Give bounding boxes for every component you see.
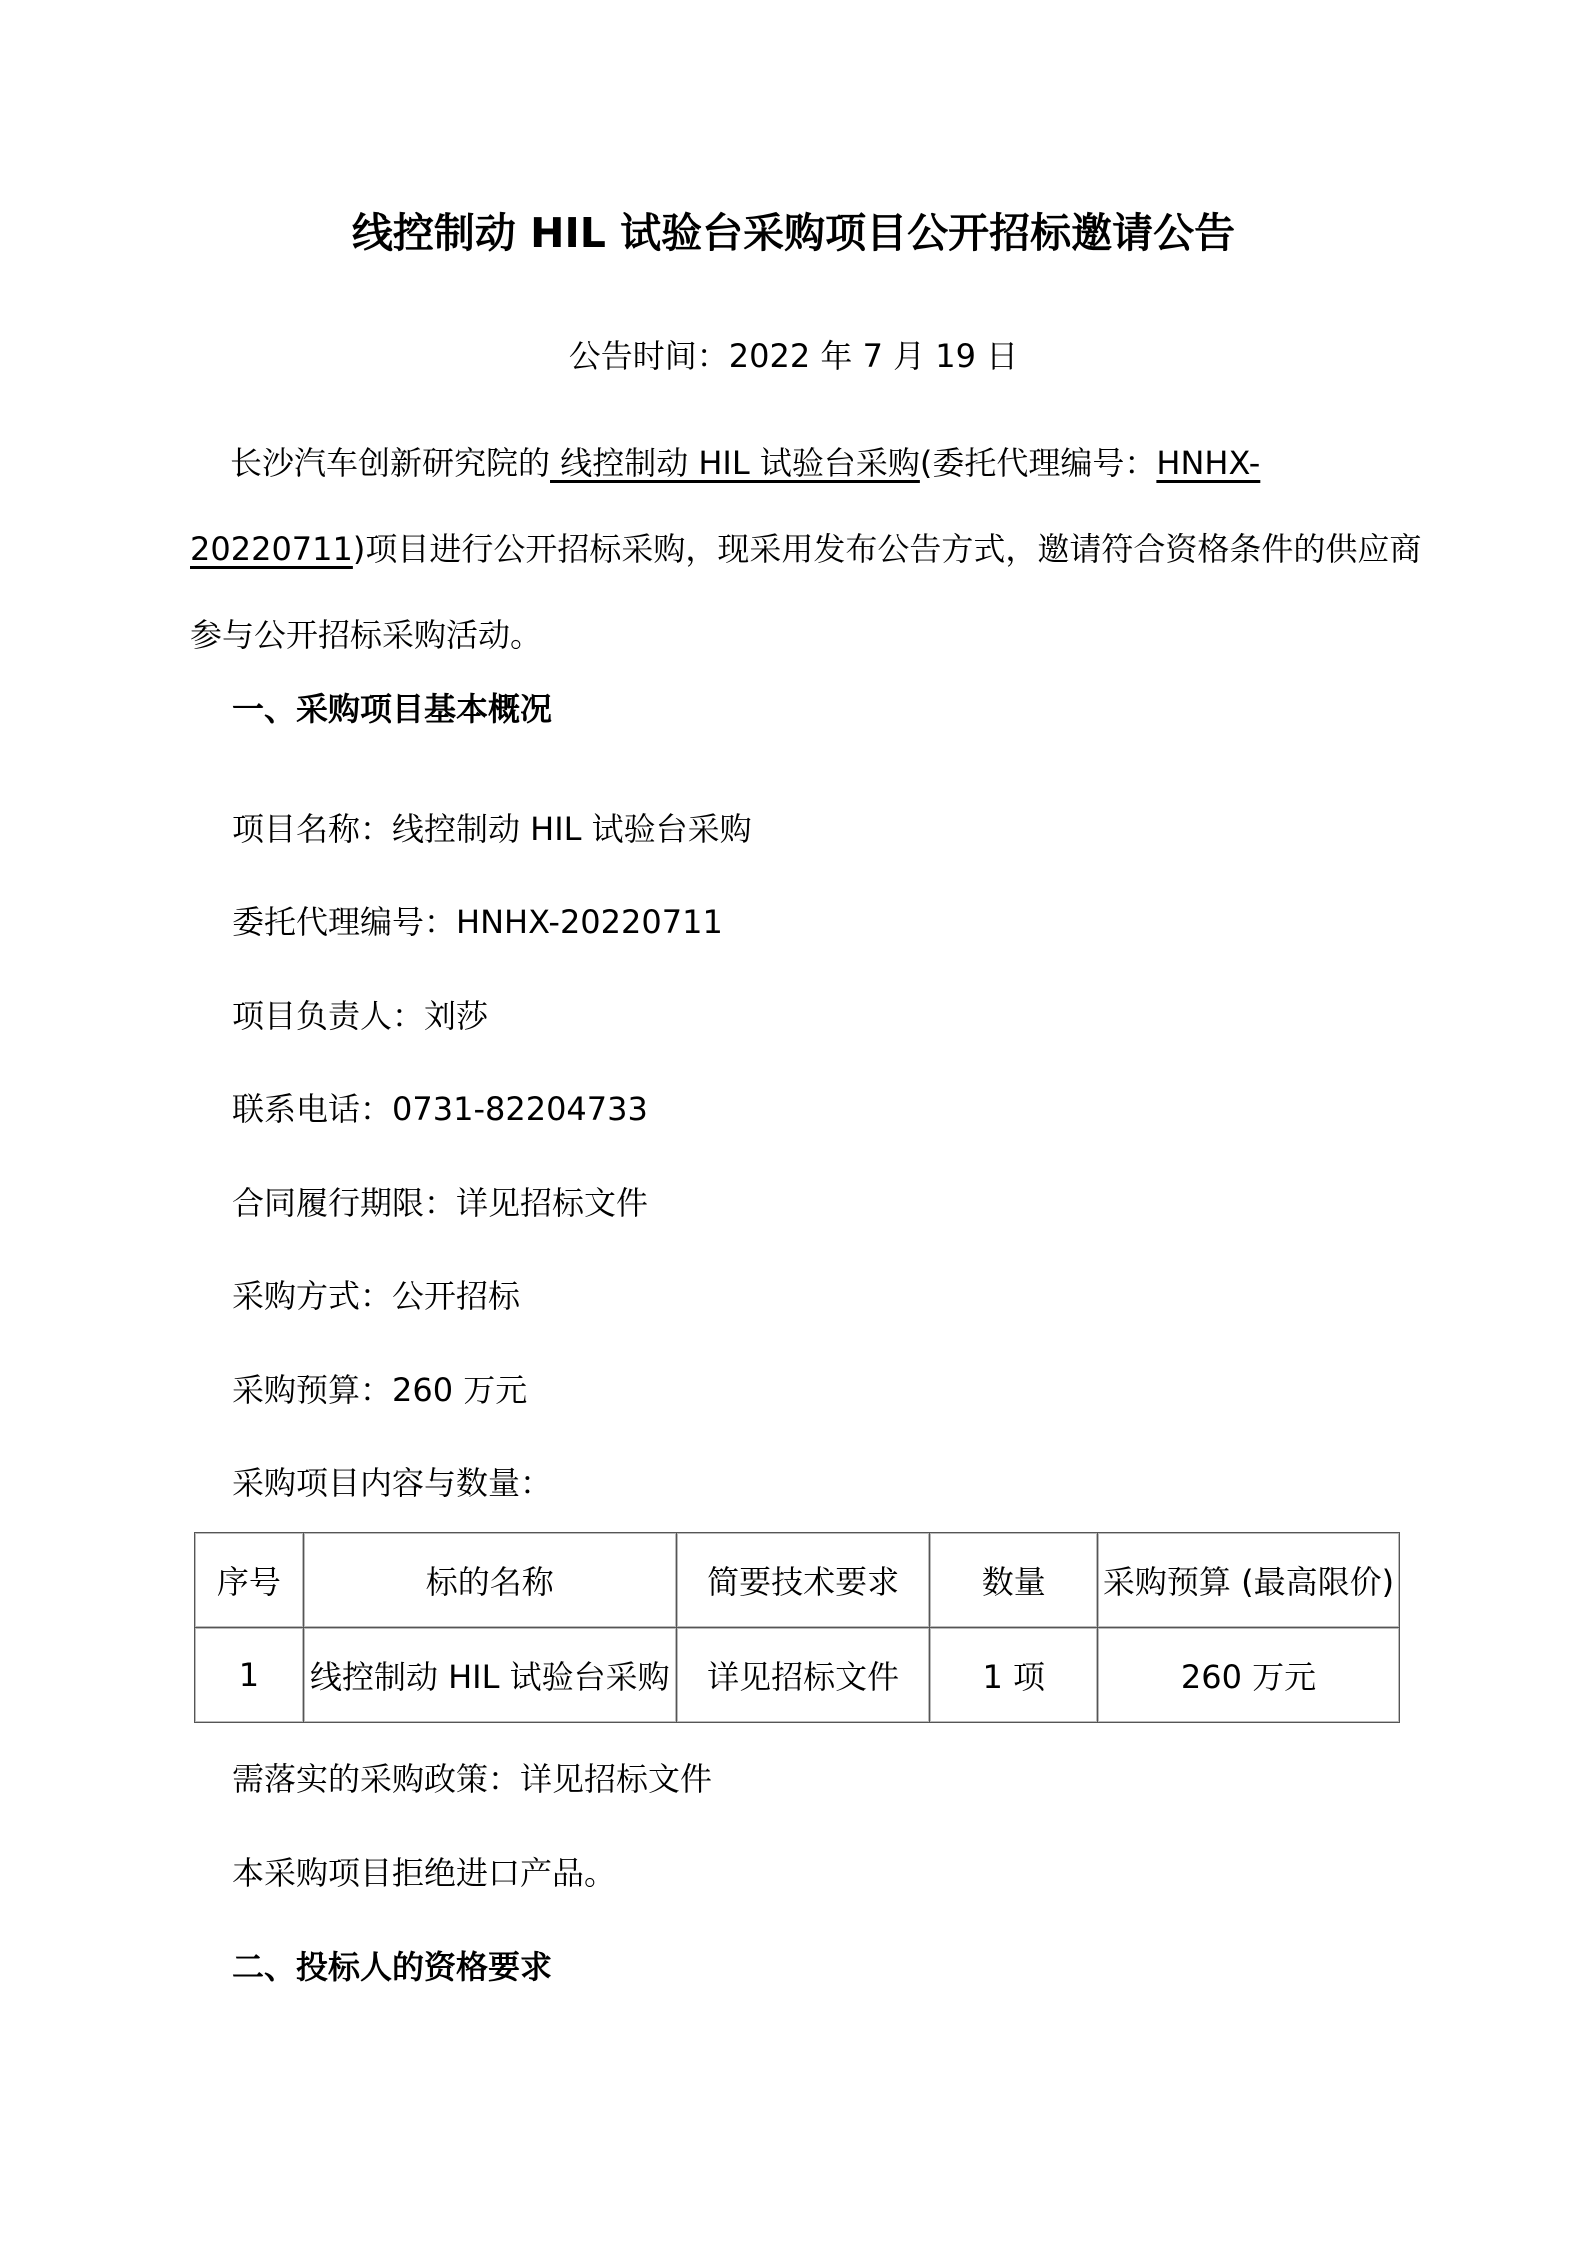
cell-quantity: 1 项 (930, 1628, 1098, 1723)
document-title: 线控制动 HIL 试验台采购项目公开招标邀请公告 (351, 209, 1236, 257)
agency-code-line: 委托代理编号：HNHX-20220711 (232, 903, 723, 941)
import-restriction-line: 本采购项目拒绝进口产品。 (232, 1854, 617, 1892)
header-budget-cap: 采购预算 (最高限价) (1097, 1533, 1399, 1628)
section-heading-qualifications: 二、投标人的资格要求 (232, 1948, 553, 1986)
header-quantity: 数量 (930, 1533, 1098, 1628)
header-item-name: 标的名称 (303, 1533, 676, 1628)
table-row (195, 1628, 1400, 1723)
project-manager-line: 项目负责人：刘莎 (232, 997, 489, 1035)
contract-period-line: 合同履行期限：详见招标文件 (232, 1184, 649, 1222)
cell-item-name: 线控制动 HIL 试验台采购 (303, 1628, 676, 1723)
intro-paragraph (190, 420, 1430, 678)
intro-suffix: )项目进行公开招标采购，现采用发布公告方式，邀请符合资格条件的供应商参与公开招标采购活动。 (190, 530, 1422, 654)
contact-phone-line: 联系电话：0731-82204733 (232, 1090, 648, 1128)
intro-prefix: 长沙汽车创新研究院的 (230, 444, 551, 482)
intro-mid: (委托代理编号： (919, 444, 1157, 482)
project-name-line: 项目名称：线控制动 HIL 试验台采购 (232, 810, 752, 848)
procurement-content-label: 采购项目内容与数量： (232, 1464, 553, 1502)
procurement-items-table (194, 1532, 1400, 1723)
cell-index: 1 (195, 1628, 304, 1723)
procurement-budget-line: 采购预算：260 万元 (232, 1371, 528, 1409)
publish-date: 公告时间：2022 年 7 月 19 日 (568, 337, 1019, 375)
procurement-method-line: 采购方式：公开招标 (232, 1277, 521, 1315)
cell-tech-requirements: 详见招标文件 (676, 1628, 930, 1723)
project-name-underlined: 线控制动 HIL 试验台采购 (550, 444, 920, 482)
section-heading-overview: 一、采购项目基本概况 (232, 690, 553, 728)
cell-budget-cap: 260 万元 (1097, 1628, 1399, 1723)
table-header-row (195, 1533, 1400, 1628)
procurement-policy-line: 需落实的采购政策：详见招标文件 (232, 1760, 713, 1798)
header-tech-requirements: 简要技术要求 (676, 1533, 930, 1628)
agency-code-underlined: HNHX-20220711 (190, 444, 1261, 568)
header-index: 序号 (195, 1533, 304, 1628)
